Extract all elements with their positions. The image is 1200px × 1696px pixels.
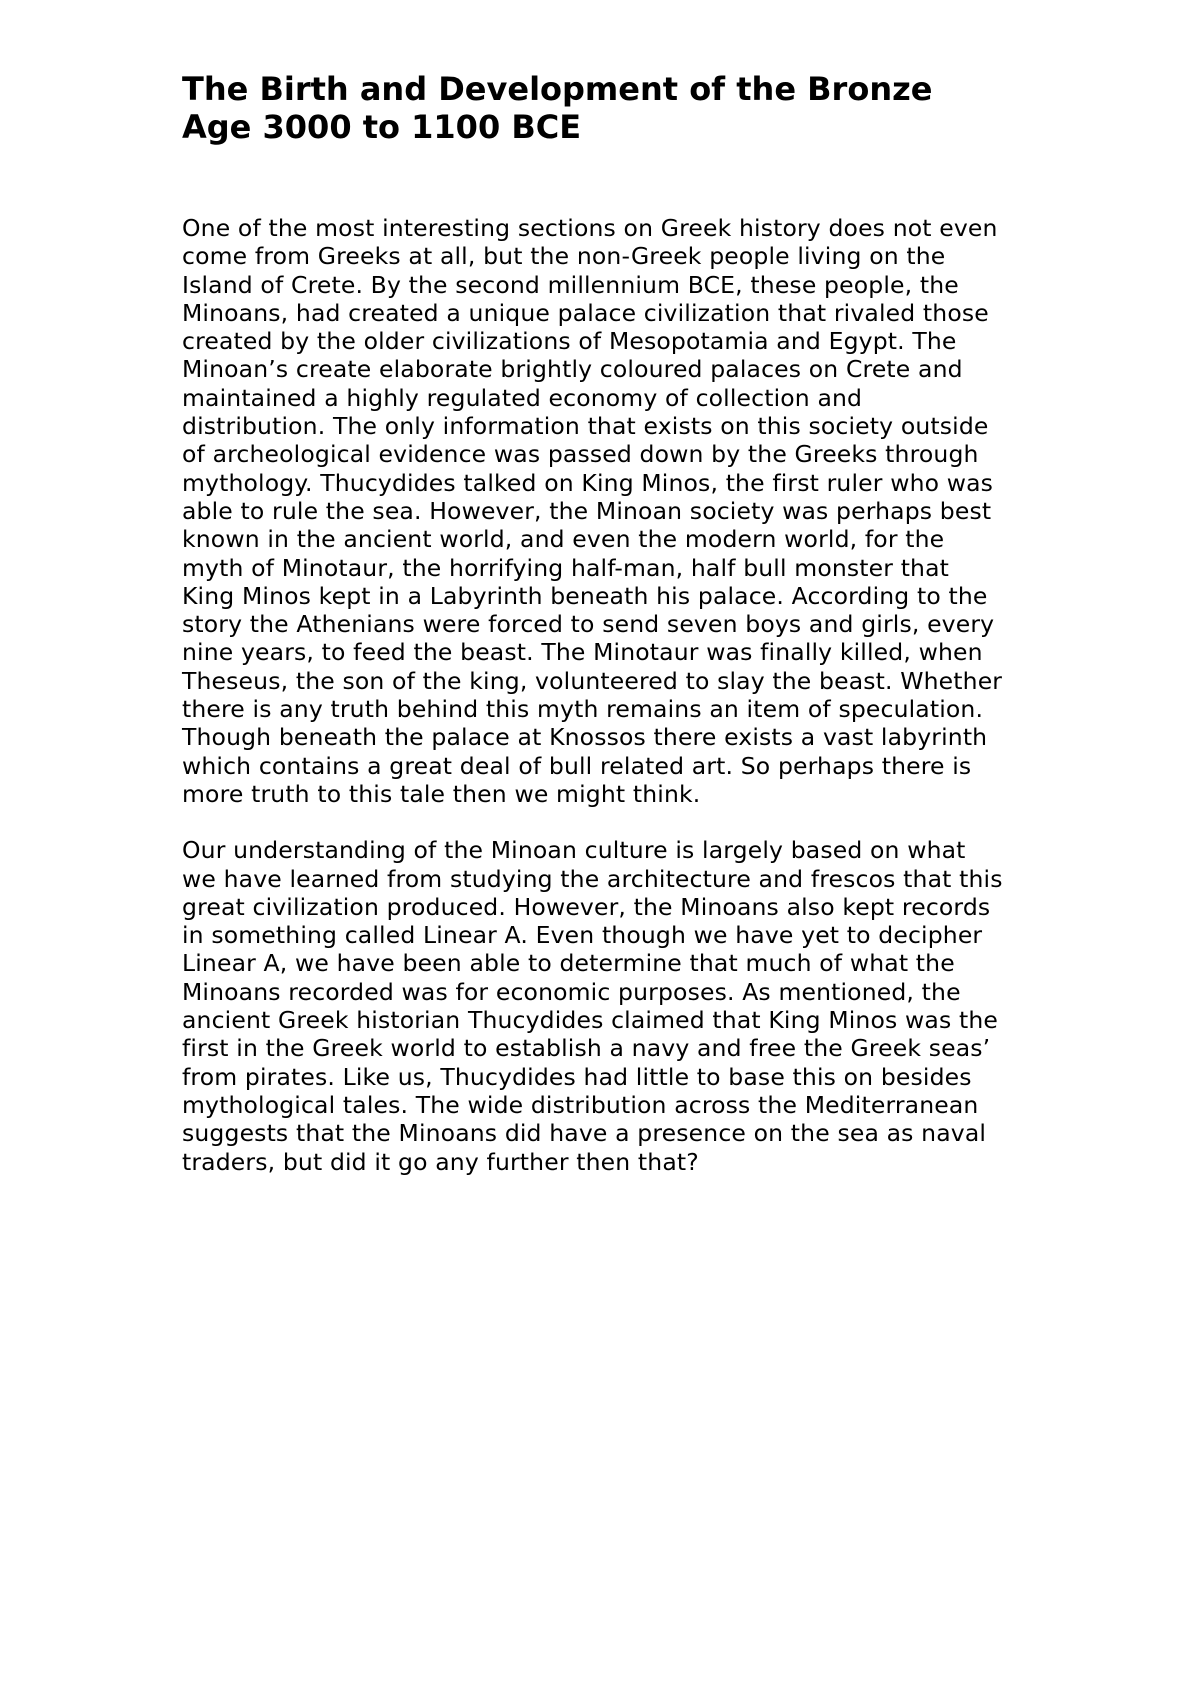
document-body [182,70,1032,1176]
paragraph-1: One of the most interesting sections on Greek history does not even come from Greeks at all, but the non-Greek people living on the Island of Crete. By the second millennium BCE, these people, the Minoans, had created a unique palace civilization that rivaled those created by the older civilizations of Mesopotamia and Egypt. The Minoan’s create elaborate brightly coloured palaces on Crete and maintained a highly regulated economy of collection and distribution. The only information that exists on this society outside of archeological evidence was passed down by the Greeks through mythology. Thucydides talked on King Minos, the first ruler who was able to rule the sea. However, the Minoan society was perhaps best known in the ancient world, and even the modern world, for the myth of Minotaur, the horrifying half-man, half bull monster that King Minos kept in a Labyrinth beneath his palace. According to the story the Athenians were forced to send seven boys and girls, every nine years, to feed the beast. The Minotaur was finally killed, when Theseus, the son of the king, volunteered to slay the beast. Whether there is any truth behind this myth remains an item of speculation. Though beneath the palace at Knossos there exists a vast labyrinth which contains a great deal of bull related art. So perhaps there is more truth to this tale then we might think. [182,214,1003,808]
paragraph-2: Our understanding of the Minoan culture is largely based on what we have learned from studying the architecture and frescos that this great civilization produced. However, the Minoans also kept records in something called Linear A. Even though we have yet to decipher Linear A, we have been able to determine that much of what the Minoans recorded was for economic purposes. As mentioned, the ancient Greek historian Thucydides claimed that King Minos was the first in the Greek world to establish a navy and free the Greek seas’ from pirates. Like us, Thucydides had little to base this on besides mythological tales. The wide distribution across the Mediterranean suggests that the Minoans did have a presence on the sea as naval traders, but did it go any further then that? [182,836,1003,1176]
document-title: The Birth and Development of the Bronze Age 3000 to 1100 BCE [182,70,933,146]
